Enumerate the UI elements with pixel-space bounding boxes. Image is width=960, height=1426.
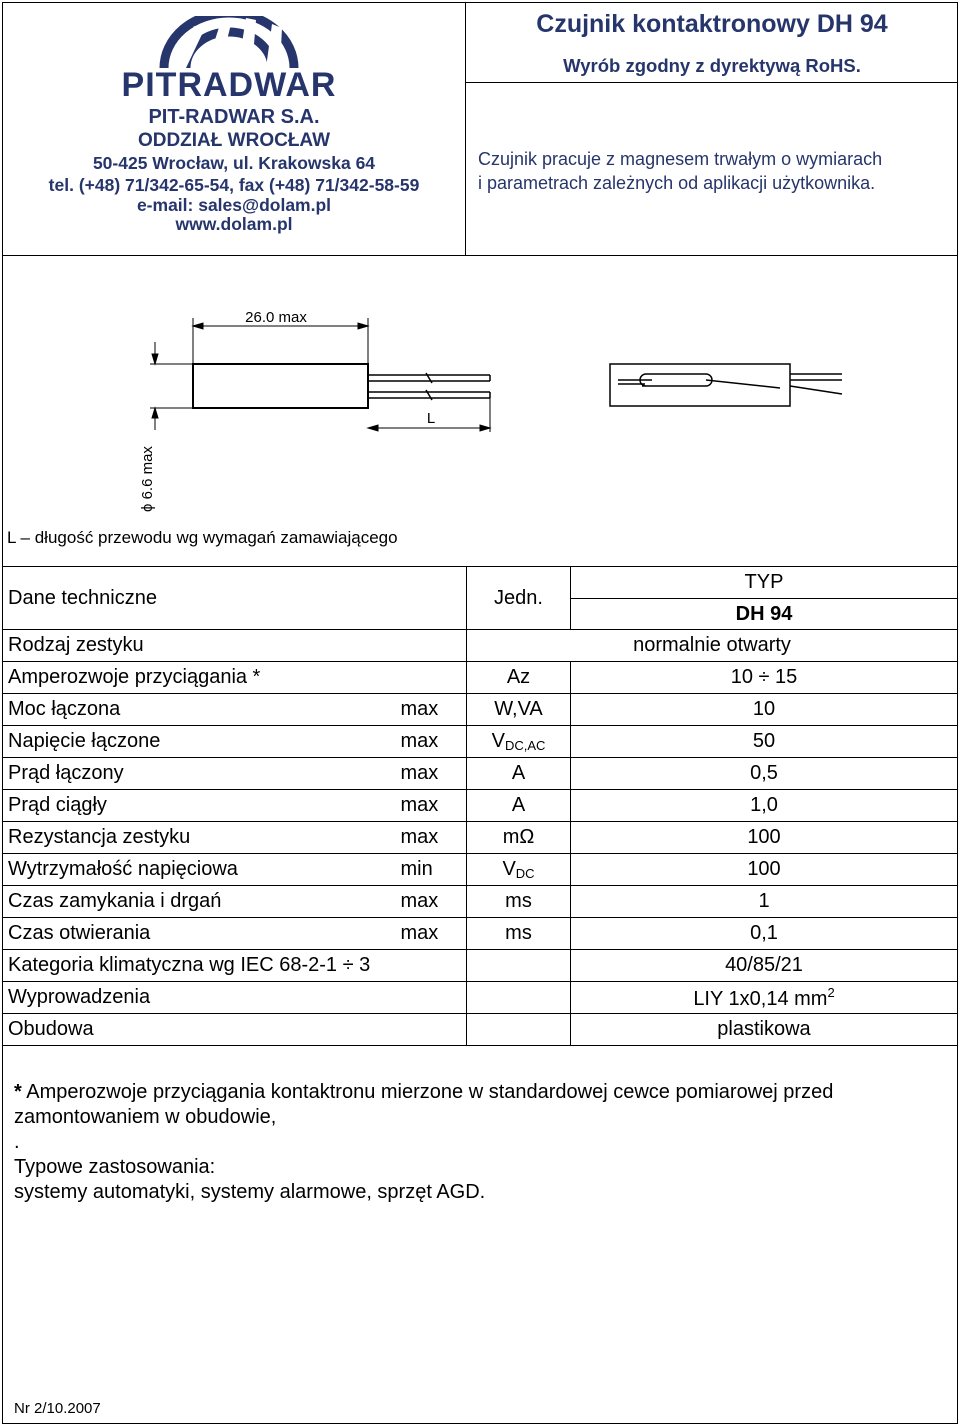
table-row: [3, 982, 958, 1014]
company-address: 50-425 Wrocław, ul. Krakowska 64: [92, 153, 376, 173]
row-unit: [467, 950, 571, 982]
dimension-label-L: L: [426, 410, 436, 427]
row-unit-subscript: DC: [515, 866, 535, 881]
header-unit-label: Jedn.: [494, 586, 543, 609]
row-limit: max: [399, 822, 467, 854]
row-value-text: 100: [747, 826, 781, 848]
row-value: [571, 694, 958, 726]
header-typ-divider: [571, 598, 957, 599]
row-unit: [467, 662, 571, 694]
row-name: Obudowa: [3, 1014, 467, 1046]
row-unit: [467, 790, 571, 822]
table-row: [3, 918, 958, 950]
row-value-text: 0,5: [750, 762, 778, 784]
row-limit: max: [399, 886, 467, 918]
row-name: Rezystancja zestyku: [3, 822, 399, 854]
dimension-label-diameter: ϕ 6.6 max: [139, 446, 156, 512]
row-value-text: 1: [758, 890, 770, 912]
row-value-text: plastikowa: [717, 1018, 811, 1040]
row-name: Wytrzymałość napięciowa: [3, 854, 399, 886]
row-value: [571, 982, 958, 1014]
row-name: Czas otwierania: [3, 918, 399, 950]
table-row: [3, 790, 958, 822]
row-value: [571, 918, 958, 950]
row-unit-text: ms: [505, 922, 532, 944]
row-value: [571, 758, 958, 790]
row-unit-text: ms: [505, 890, 532, 912]
description-line-1: Czujnik pracuje z magnesem trwałym o wymiarach: [478, 149, 883, 169]
arrow-L-left: [368, 425, 378, 431]
table-row: [3, 886, 958, 918]
row-value-text: 0,1: [750, 922, 778, 944]
table-row: [3, 694, 958, 726]
row-name: Prąd ciągły: [3, 790, 399, 822]
row-unit-text: mΩ: [502, 826, 535, 848]
row-value-text: 10 ÷ 15: [730, 666, 798, 688]
title-block: [466, 2, 958, 256]
row-name: Moc łączona: [3, 694, 399, 726]
table-header-row: [3, 567, 958, 630]
footnote: [14, 1080, 934, 1205]
cable-length-note: L – długość przewodu wg wymagań zamawiającego: [7, 528, 398, 547]
row-value-text: 1,0: [750, 794, 778, 816]
header-unit: [467, 567, 571, 630]
footnote-line-2: zamontowaniem w obudowie,: [14, 1106, 277, 1128]
row-unit: [467, 982, 571, 1014]
spec-table: [2, 566, 958, 1046]
row-unit: [467, 1014, 571, 1046]
row-unit: [467, 694, 571, 726]
row-name: Rodzaj zestyku: [3, 630, 467, 662]
row-unit: [467, 822, 571, 854]
header-tech-data: [3, 567, 467, 630]
row-unit-text: Az: [506, 666, 531, 688]
row-value: [571, 726, 958, 758]
row-value-text: LIY 1x0,14 mm: [693, 987, 828, 1010]
logo-text: PITRADWAR: [121, 66, 337, 102]
row-value: [571, 662, 958, 694]
row-value: [571, 950, 958, 982]
spec-table-body: [3, 630, 958, 1046]
technical-drawing: [0, 256, 960, 526]
row-unit: [467, 726, 571, 758]
arrow-right: [358, 323, 368, 329]
row-name: Napięcie łączone: [3, 726, 399, 758]
applications-list: systemy automatyki, systemy alarmowe, sprzęt AGD.: [14, 1181, 486, 1203]
row-unit-text: V: [491, 730, 505, 752]
applications-title: Typowe zastosowania:: [14, 1156, 216, 1178]
row-name: Prąd łączony: [3, 758, 399, 790]
row-limit: max: [399, 726, 467, 758]
row-value: normalnie otwarty: [467, 630, 958, 662]
row-value: [571, 790, 958, 822]
row-value-text: 10: [752, 698, 776, 720]
footnote-dot: .: [14, 1131, 20, 1153]
header-typ-label: TYP: [744, 571, 784, 593]
header-tech-data-label: Dane techniczne: [8, 586, 157, 609]
company-branch: ODDZIAŁ WROCŁAW: [137, 130, 331, 151]
company-www: www.dolam.pl: [175, 214, 293, 234]
row-value: [571, 854, 958, 886]
row-unit-text: A: [511, 794, 526, 816]
rohs-statement: Wyrób zgodny z dyrektywą RoHS.: [563, 55, 861, 76]
footnote-text: [14, 1080, 934, 1105]
row-limit: max: [399, 758, 467, 790]
header-typ: [571, 567, 958, 630]
row-limit: max: [399, 918, 467, 950]
arrow-left: [193, 323, 203, 329]
company-email: e-mail: sales@dolam.pl: [136, 195, 332, 215]
footnote-line-1: Amperozwoje przyciągania kontaktronu mierzone w standardowej cewce pomiarowej przed: [26, 1081, 834, 1103]
arrow-dia-bottom: [152, 408, 158, 418]
table-row: [3, 1014, 958, 1046]
arrow-dia-top: [152, 354, 158, 364]
table-row: [3, 822, 958, 854]
company-phone: tel. (+48) 71/342-65-54, fax (+48) 71/342-58-59: [48, 175, 420, 195]
row-unit-subscript: DC,AC: [504, 738, 546, 753]
row-unit: [467, 886, 571, 918]
description-line-2: i parametrach zależnych od aplikacji użytkownika.: [478, 173, 876, 193]
table-row: [3, 950, 958, 982]
table-row: [3, 726, 958, 758]
document-number: Nr 2/10.2007: [14, 1400, 101, 1417]
row-value: [571, 1014, 958, 1046]
row-unit-text: V: [502, 858, 516, 880]
row-value-text: 50: [752, 730, 776, 752]
sensor-body: [193, 364, 368, 408]
row-name: Czas zamykania i drgań: [3, 886, 399, 918]
row-value-text: 100: [747, 858, 781, 880]
row-unit: [467, 918, 571, 950]
sensor-wires: [368, 373, 490, 400]
company-name: PIT-RADWAR S.A.: [148, 106, 320, 128]
table-row: [3, 662, 958, 694]
row-name: Amperozwoje przyciągania *: [3, 662, 467, 694]
footnote-star: *: [14, 1081, 22, 1103]
row-unit-text: W,VA: [494, 698, 543, 720]
company-logo: [94, 16, 364, 102]
row-unit: [467, 758, 571, 790]
page-title: Czujnik kontaktronowy DH 94: [536, 10, 888, 38]
row-unit-text: A: [511, 762, 526, 784]
row-name: Wyprowadzenia: [3, 982, 467, 1014]
table-row: [3, 630, 958, 662]
row-value-superscript: 2: [827, 984, 835, 1000]
row-limit: max: [399, 790, 467, 822]
header-model-label: DH 94: [735, 603, 793, 625]
row-name: Kategoria klimatyczna wg IEC 68-2-1 ÷ 3: [3, 950, 467, 982]
row-value-text: 40/85/21: [725, 954, 803, 976]
dimension-label-length: 26.0 max: [245, 309, 307, 326]
table-row: [3, 758, 958, 790]
arrow-L-right: [480, 425, 490, 431]
row-limit: min: [399, 854, 467, 886]
row-value: [571, 886, 958, 918]
sensor-side-view: [610, 364, 842, 406]
title-divider: [466, 82, 958, 83]
description: [478, 147, 948, 195]
table-row: [3, 854, 958, 886]
row-unit: [467, 854, 571, 886]
row-limit: max: [399, 694, 467, 726]
row-value: [571, 822, 958, 854]
company-block: [2, 2, 466, 256]
